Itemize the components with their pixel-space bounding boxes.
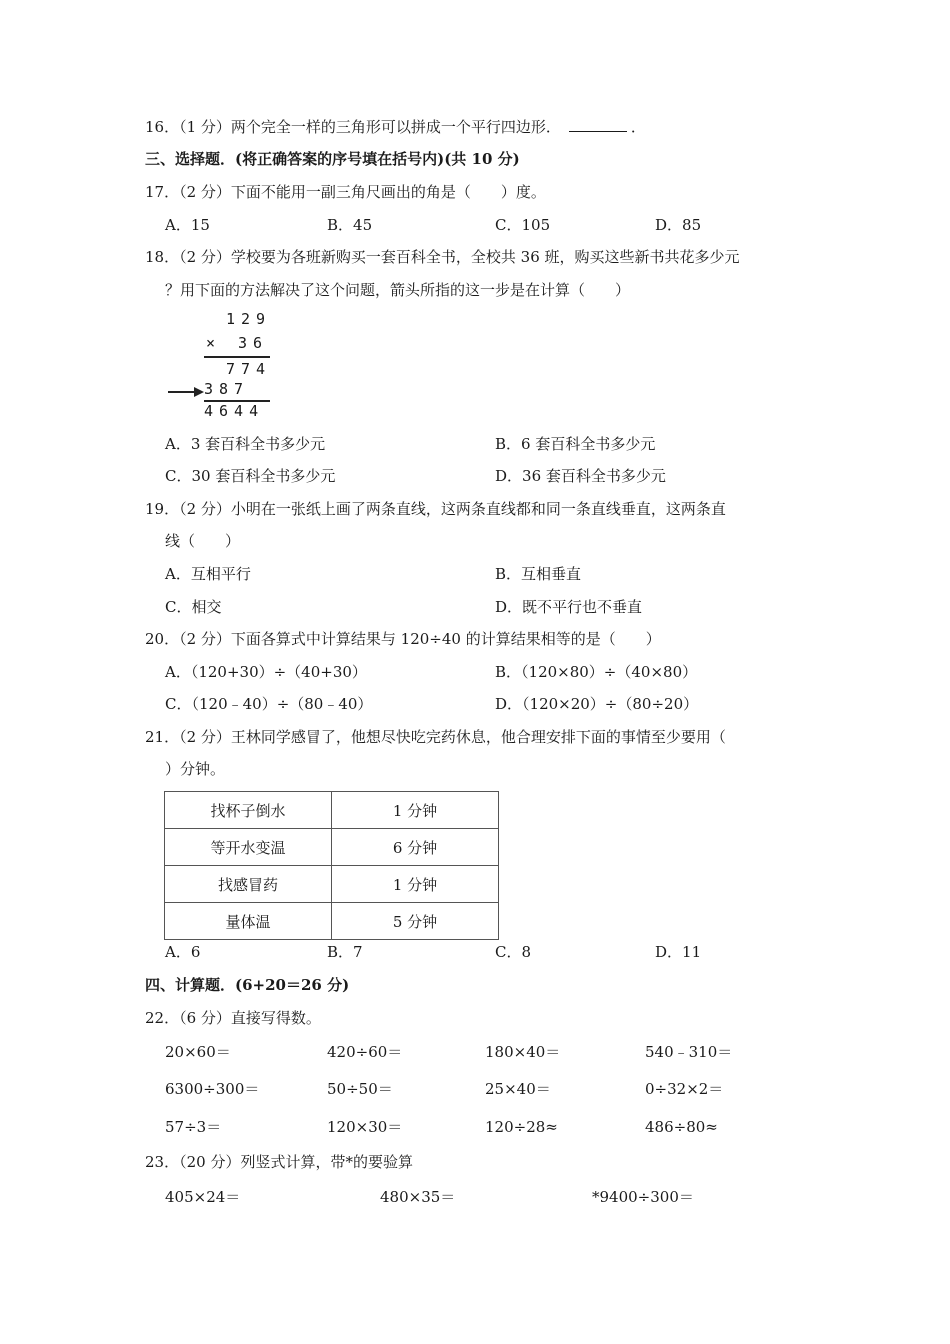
q18-option-d[interactable]: D．36 套百科全书多少元: [495, 467, 666, 485]
question-19-line2: 线（ ）: [165, 532, 241, 550]
question-18-line2: ？用下面的方法解决了这个问题，箭头所指的这一步是在计算（ ）: [165, 281, 631, 299]
calc-item: 6300÷300＝: [165, 1080, 260, 1098]
question-21-line1: 21．（2 分）王林同学感冒了，他想尽快吃完药休息，他合理安排下面的事情至少要用（: [145, 728, 726, 746]
table-cell: 找杯子倒水: [165, 792, 332, 829]
q20-option-d[interactable]: D．（120×20）÷（80÷20）: [495, 695, 699, 713]
q18-option-a[interactable]: A．3 套百科全书多少元: [165, 435, 326, 453]
question-19-line1: 19．（2 分）小明在一张纸上画了两条直线，这两条直线都和同一条直线垂直，这两条直: [145, 500, 726, 518]
table-cell: 找感冒药: [165, 866, 332, 903]
table-cell: 6 分钟: [332, 829, 499, 866]
q17-option-c[interactable]: C．105: [495, 216, 551, 234]
table-row: [165, 903, 499, 940]
arrow-right-icon: [168, 386, 204, 398]
section-3-heading: 三、选择题．(将正确答案的序号填在括号内)(共 10 分): [145, 150, 520, 168]
q20-option-a[interactable]: A．（120+30）÷（40+30）: [165, 663, 367, 681]
question-23-text: 23．（20 分）列竖式计算，带*的要验算: [145, 1153, 413, 1171]
q21-option-d[interactable]: D．11: [655, 943, 702, 961]
q21-option-c[interactable]: C．8: [495, 943, 532, 961]
q17-option-d[interactable]: D．85: [655, 216, 702, 234]
question-22-text: 22．（6 分）直接写得数。: [145, 1009, 321, 1027]
question-18-line1: 18．（2 分）学校要为各班新购买一套百科全书，全校共 36 班，购买这些新书共花多少元: [145, 248, 740, 266]
calc-item: 486÷80≈: [645, 1118, 718, 1136]
q18-option-b[interactable]: B．6 套百科全书多少元: [495, 435, 656, 453]
table-cell: 量体温: [165, 903, 332, 940]
calc-item: 480×35＝: [380, 1188, 456, 1206]
q19-option-c[interactable]: C．相交: [165, 598, 222, 616]
partial-product-1: 774: [226, 360, 272, 378]
multiplier: 36: [238, 334, 269, 352]
question-16-text: 16．（1 分）两个完全一样的三角形可以拼成一个平行四边形．: [145, 118, 561, 136]
answer-blank[interactable]: [569, 117, 627, 132]
question-21-line2: ）分钟。: [165, 760, 226, 778]
table-cell: 5 分钟: [332, 903, 499, 940]
table-row: [165, 792, 499, 829]
calc-item: 420÷60＝: [327, 1043, 403, 1061]
q20-option-c[interactable]: C．（120﹣40）÷（80﹣40）: [165, 695, 373, 713]
rule-line: [204, 356, 270, 358]
calc-item: 50÷50＝: [327, 1080, 393, 1098]
partial-product-2: 387: [204, 380, 250, 398]
q18-option-c[interactable]: C．30 套百科全书多少元: [165, 467, 336, 485]
calc-item: 405×24＝: [165, 1188, 241, 1206]
question-17-text: 17．（2 分）下面不能用一副三角尺画出的角是（ ）度。: [145, 183, 546, 201]
calc-item: 120÷28≈: [485, 1118, 558, 1136]
table-cell: 1 分钟: [332, 866, 499, 903]
q17-option-a[interactable]: A．15: [165, 216, 210, 234]
table-row: [165, 829, 499, 866]
q19-option-d[interactable]: D．既不平行也不垂直: [495, 598, 643, 616]
calc-item: 25×40＝: [485, 1080, 551, 1098]
question-16: [145, 117, 646, 137]
q21-option-a[interactable]: A．6: [165, 943, 201, 961]
multiplicand: 129: [226, 310, 272, 328]
task-time-table: [164, 791, 499, 940]
calc-item: 57÷3＝: [165, 1118, 222, 1136]
question-20-text: 20．（2 分）下面各算式中计算结果与 120÷40 的计算结果相等的是（ ）: [145, 630, 661, 648]
product-result: 4644: [204, 402, 265, 420]
table-row: [165, 866, 499, 903]
q19-option-a[interactable]: A．互相平行: [165, 565, 251, 583]
q20-option-b[interactable]: B．（120×80）÷（40×80）: [495, 663, 698, 681]
table-cell: 1 分钟: [332, 792, 499, 829]
question-16-end: ．: [630, 118, 646, 136]
q21-option-b[interactable]: B．7: [327, 943, 363, 961]
calc-item: *9400÷300＝: [592, 1188, 694, 1206]
times-sign: ×: [206, 334, 222, 352]
calc-item: 180×40＝: [485, 1043, 561, 1061]
table-cell: 等开水变温: [165, 829, 332, 866]
section-4-heading: 四、计算题．(6+20＝26 分): [145, 976, 350, 994]
calc-item: 540﹣310＝: [645, 1043, 733, 1061]
calc-item: 20×60＝: [165, 1043, 231, 1061]
q17-option-b[interactable]: B．45: [327, 216, 373, 234]
calc-item: 0÷32×2＝: [645, 1080, 724, 1098]
q19-option-b[interactable]: B．互相垂直: [495, 565, 582, 583]
calc-item: 120×30＝: [327, 1118, 403, 1136]
vertical-multiplication: [166, 310, 274, 422]
